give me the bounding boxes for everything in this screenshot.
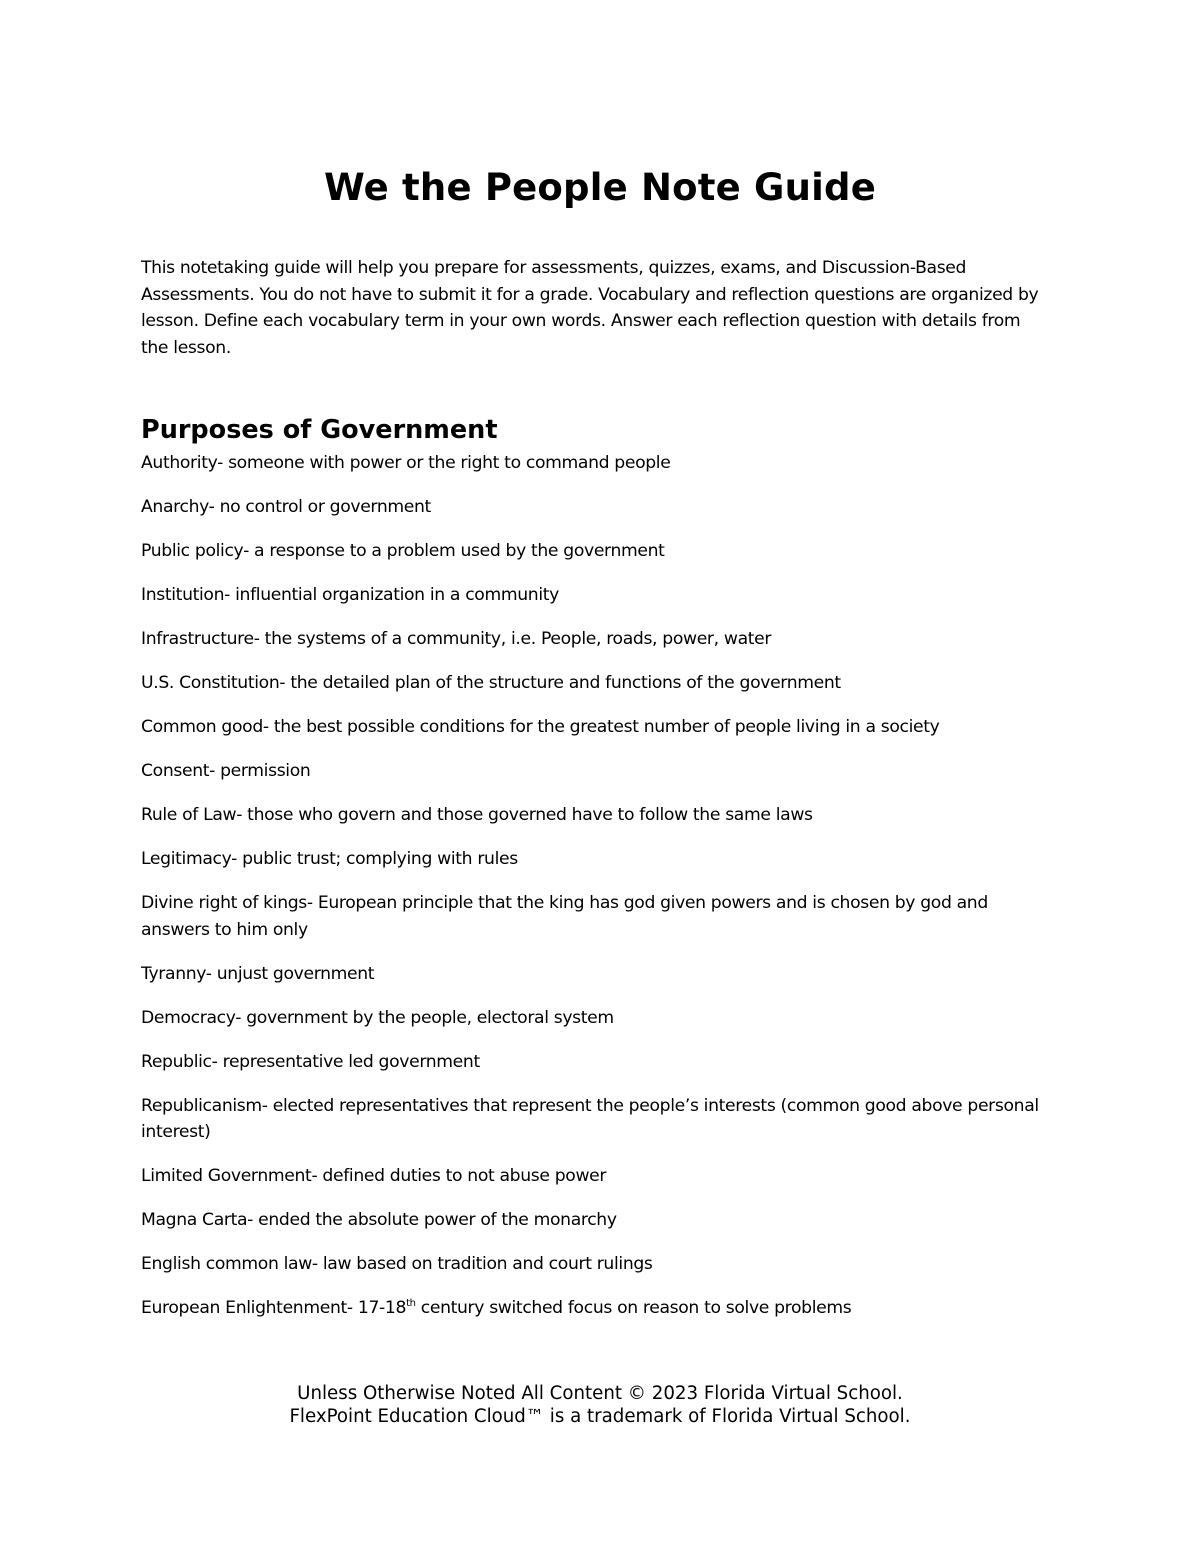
vocab-item-anarchy: Anarchy- no control or government	[141, 497, 431, 517]
vocab-item-infrastructure: Infrastructure- the systems of a community, i.e. People, roads, power, water	[141, 629, 772, 649]
vocab-item-consent: Consent- permission	[141, 761, 311, 781]
intro-paragraph: This notetaking guide will help you prepare for assessments, quizzes, exams, and Discussion-Based Assessments. You do not have to submit it for a grade. Vocabulary and reflection questions are organized by lesson. Define each vocabulary term in your own words. Answer each reflection question with details from the lesson.	[141, 258, 1039, 358]
vocab-item-tyranny: Tyranny- unjust government	[141, 963, 375, 984]
vocabulary-list	[141, 450, 1051, 1339]
vocab-item-divine-right-of-kings: Divine right of kings- European principle that the king has god given powers and is chosen by god and answers to him only	[141, 893, 988, 940]
section-heading: Purposes of Government	[141, 415, 498, 445]
vocab-item-english-common-law: English common law- law based on tradition and court rulings	[141, 1254, 653, 1274]
vocab-item-common-good: Common good- the best possible conditions for the greatest number of people living in a society	[141, 717, 940, 737]
vocab-item-rule-of-law: Rule of Law- those who govern and those governed have to follow the same laws	[141, 805, 813, 825]
vocab-item-public-policy: Public policy- a response to a problem used by the government	[141, 541, 665, 561]
vocab-item-enlightenment-before: European Enlightenment- 17-18	[141, 1298, 407, 1318]
vocab-item-legitimacy: Legitimacy- public trust; complying with rules	[141, 849, 518, 869]
vocab-item-magna-carta: Magna Carta- ended the absolute power of the monarchy	[141, 1210, 617, 1230]
vocab-item-enlightenment-superscript: th	[406, 1298, 416, 1309]
vocab-item-authority: Authority- someone with power or the right to command people	[141, 453, 671, 473]
vocab-item-democracy: Democracy- government by the people, electoral system	[141, 1007, 614, 1028]
footer-copyright: Unless Otherwise Noted All Content © 2023 Florida Virtual School.	[297, 1383, 903, 1404]
vocab-item-us-constitution: U.S. Constitution- the detailed plan of the structure and functions of the government	[141, 673, 841, 693]
vocab-item-republic: Republic- representative led government	[141, 1051, 480, 1072]
document-title: We the People Note Guide	[323, 166, 877, 209]
vocab-item-institution: Institution- influential organization in a community	[141, 585, 559, 605]
vocab-item-european-enlightenment	[141, 1295, 1051, 1322]
footer-trademark: FlexPoint Education Cloud™ is a trademark of Florida Virtual School.	[289, 1405, 911, 1427]
footer	[0, 1383, 1200, 1428]
vocab-item-limited-government: Limited Government- defined duties to not abuse power	[141, 1166, 607, 1186]
vocab-item-enlightenment-after: century switched focus on reason to solve problems	[415, 1298, 852, 1318]
vocab-item-republicanism: Republicanism- elected representatives that represent the people’s interests (common good above personal interest)	[141, 1095, 1039, 1142]
